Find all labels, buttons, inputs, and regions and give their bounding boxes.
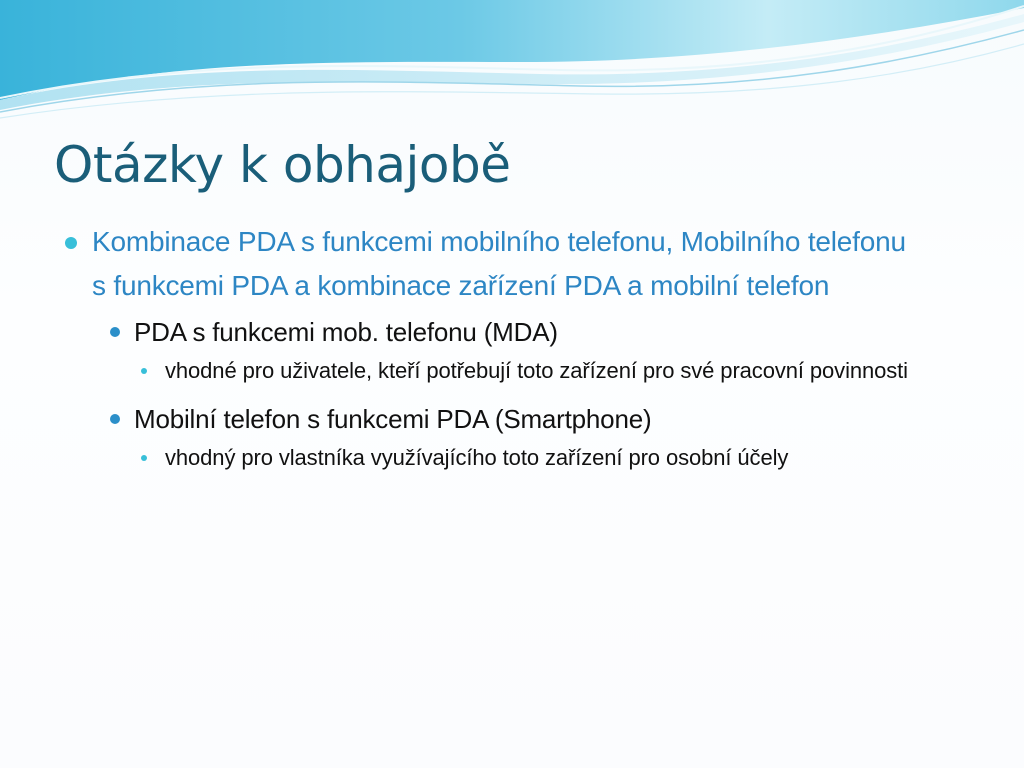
bullet-dot-icon [110, 414, 120, 424]
bullet-text: Kombinace PDA s funkcemi mobilního telefonu, Mobilního telefonu s funkcemi PDA a kombinace zařízení PDA a mobilní telefon [92, 226, 906, 301]
bullet-dot-icon [65, 237, 77, 249]
bullet-text: Mobilní telefon s funkcemi PDA (Smartphone) [134, 404, 652, 434]
bullet-level2 [0, 312, 934, 352]
bullet-dot-icon [141, 455, 147, 461]
bullet-text: vhodný pro vlastníka využívajícího toto zařízení pro osobní účely [165, 445, 789, 470]
bullet-level1 [0, 220, 912, 308]
bullet-level3 [0, 354, 955, 387]
slide-title: Otázky k obhajobě [54, 136, 511, 194]
bullet-dot-icon [141, 368, 147, 374]
header-wave-decoration [0, 0, 1024, 130]
bullet-level2 [0, 399, 934, 439]
bullet-level3 [0, 441, 955, 474]
bullet-text: PDA s funkcemi mob. telefonu (MDA) [134, 317, 558, 347]
bullet-list [0, 220, 1024, 474]
bullet-dot-icon [110, 327, 120, 337]
bullet-text: vhodné pro uživatele, kteří potřebují toto zařízení pro své pracovní povinnosti [165, 358, 908, 383]
